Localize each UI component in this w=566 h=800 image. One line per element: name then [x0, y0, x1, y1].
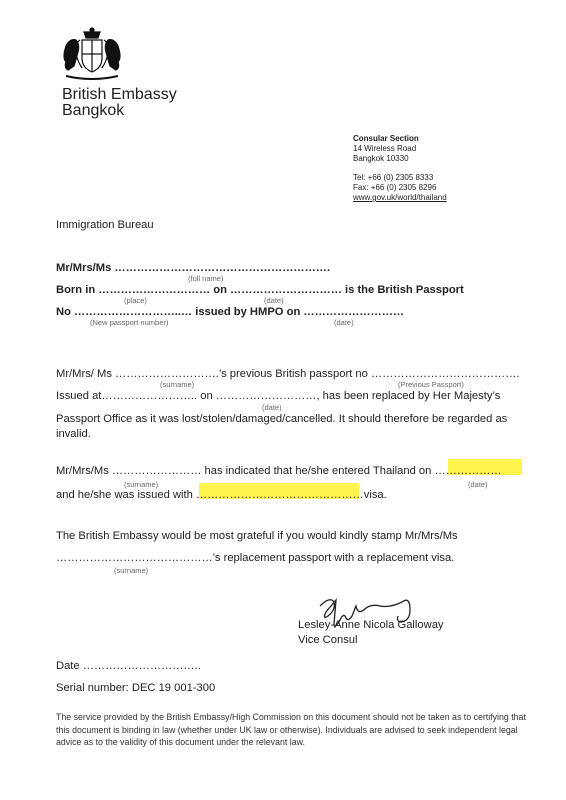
para1-line3: Passport Office as it was lost/stolen/damaged/cancelled. It should therefore be regarded as — [56, 413, 508, 425]
telephone: Tel: +66 (0) 2305 8333 — [353, 173, 434, 182]
legal-disclaimer: The service provided by the British Embassy/High Commission on this document should not be taken as to certifying that this document is binding in law (whether under UK law or otherwise). Individuals are advised to seek independent legal advice as to the validity of this document under the relevant law. — [56, 712, 526, 748]
para2-line1: Mr/Mrs/Ms …………………… has indicated that he/she entered Thailand on ……………… — [56, 465, 502, 477]
royal-coat-of-arms-icon — [58, 26, 126, 82]
para2-line2: and he/she was issued with ………………………………………visa. — [56, 489, 387, 501]
para3-line2: ……………………………………’s replacement passport with a replacement visa. — [56, 552, 455, 564]
para1-line2: Issued at…………………….. on ………………………, has been replaced by Her Majesty’s — [56, 390, 501, 402]
date-line: Date ………………………….. — [56, 660, 201, 672]
full-name-line: Mr/Mrs/Ms …………………………………………………. — [56, 262, 331, 274]
address-line2: Bangkok 10330 — [353, 154, 409, 163]
signatory-title: Vice Consul — [298, 634, 358, 646]
fax: Fax: +66 (0) 2305 8296 — [353, 183, 437, 192]
website-link[interactable]: www.gov.uk/world/thailand — [353, 193, 447, 202]
date-hint-1: (date) — [264, 296, 284, 305]
para1-surname-hint: (surname) — [160, 380, 195, 389]
para3-surname-hint: (surname) — [114, 566, 149, 575]
para1-line1: Mr/Mrs/ Ms ……………………….’s previous British passport no …………………………………. — [56, 368, 520, 380]
previous-passport-hint: (Previous Passport) — [398, 380, 464, 389]
recipient: Immigration Bureau — [56, 219, 154, 231]
date-hint-2: (date) — [334, 318, 354, 327]
signatory-name: Lesley-Anne Nicola Galloway — [298, 619, 444, 631]
para1-date-hint: (date) — [262, 403, 282, 412]
full-name-hint: (full name) — [188, 274, 224, 283]
new-passport-hint: (New passport number) — [90, 318, 169, 327]
address-line1: 14 Wireless Road — [353, 144, 417, 153]
consular-section-label: Consular Section — [353, 134, 419, 143]
para2-date-hint: (date) — [468, 480, 488, 489]
born-line: Born in ………………………… on ………………………… is the British Passport — [56, 284, 464, 296]
place-hint: (place) — [124, 296, 147, 305]
org-name-line1: British Embassy — [62, 86, 177, 103]
passport-number-line: No ………………………..… issued by HMPO on ……………………… — [56, 306, 405, 318]
org-name-line2: Bangkok — [62, 102, 125, 119]
para2-surname-hint: (surname) — [124, 480, 159, 489]
para3-line1: The British Embassy would be most grateful if you would kindly stamp Mr/Mrs/Ms — [56, 530, 458, 542]
serial-number: Serial number: DEC 19 001-300 — [56, 682, 216, 694]
para1-line4: invalid. — [56, 428, 91, 440]
